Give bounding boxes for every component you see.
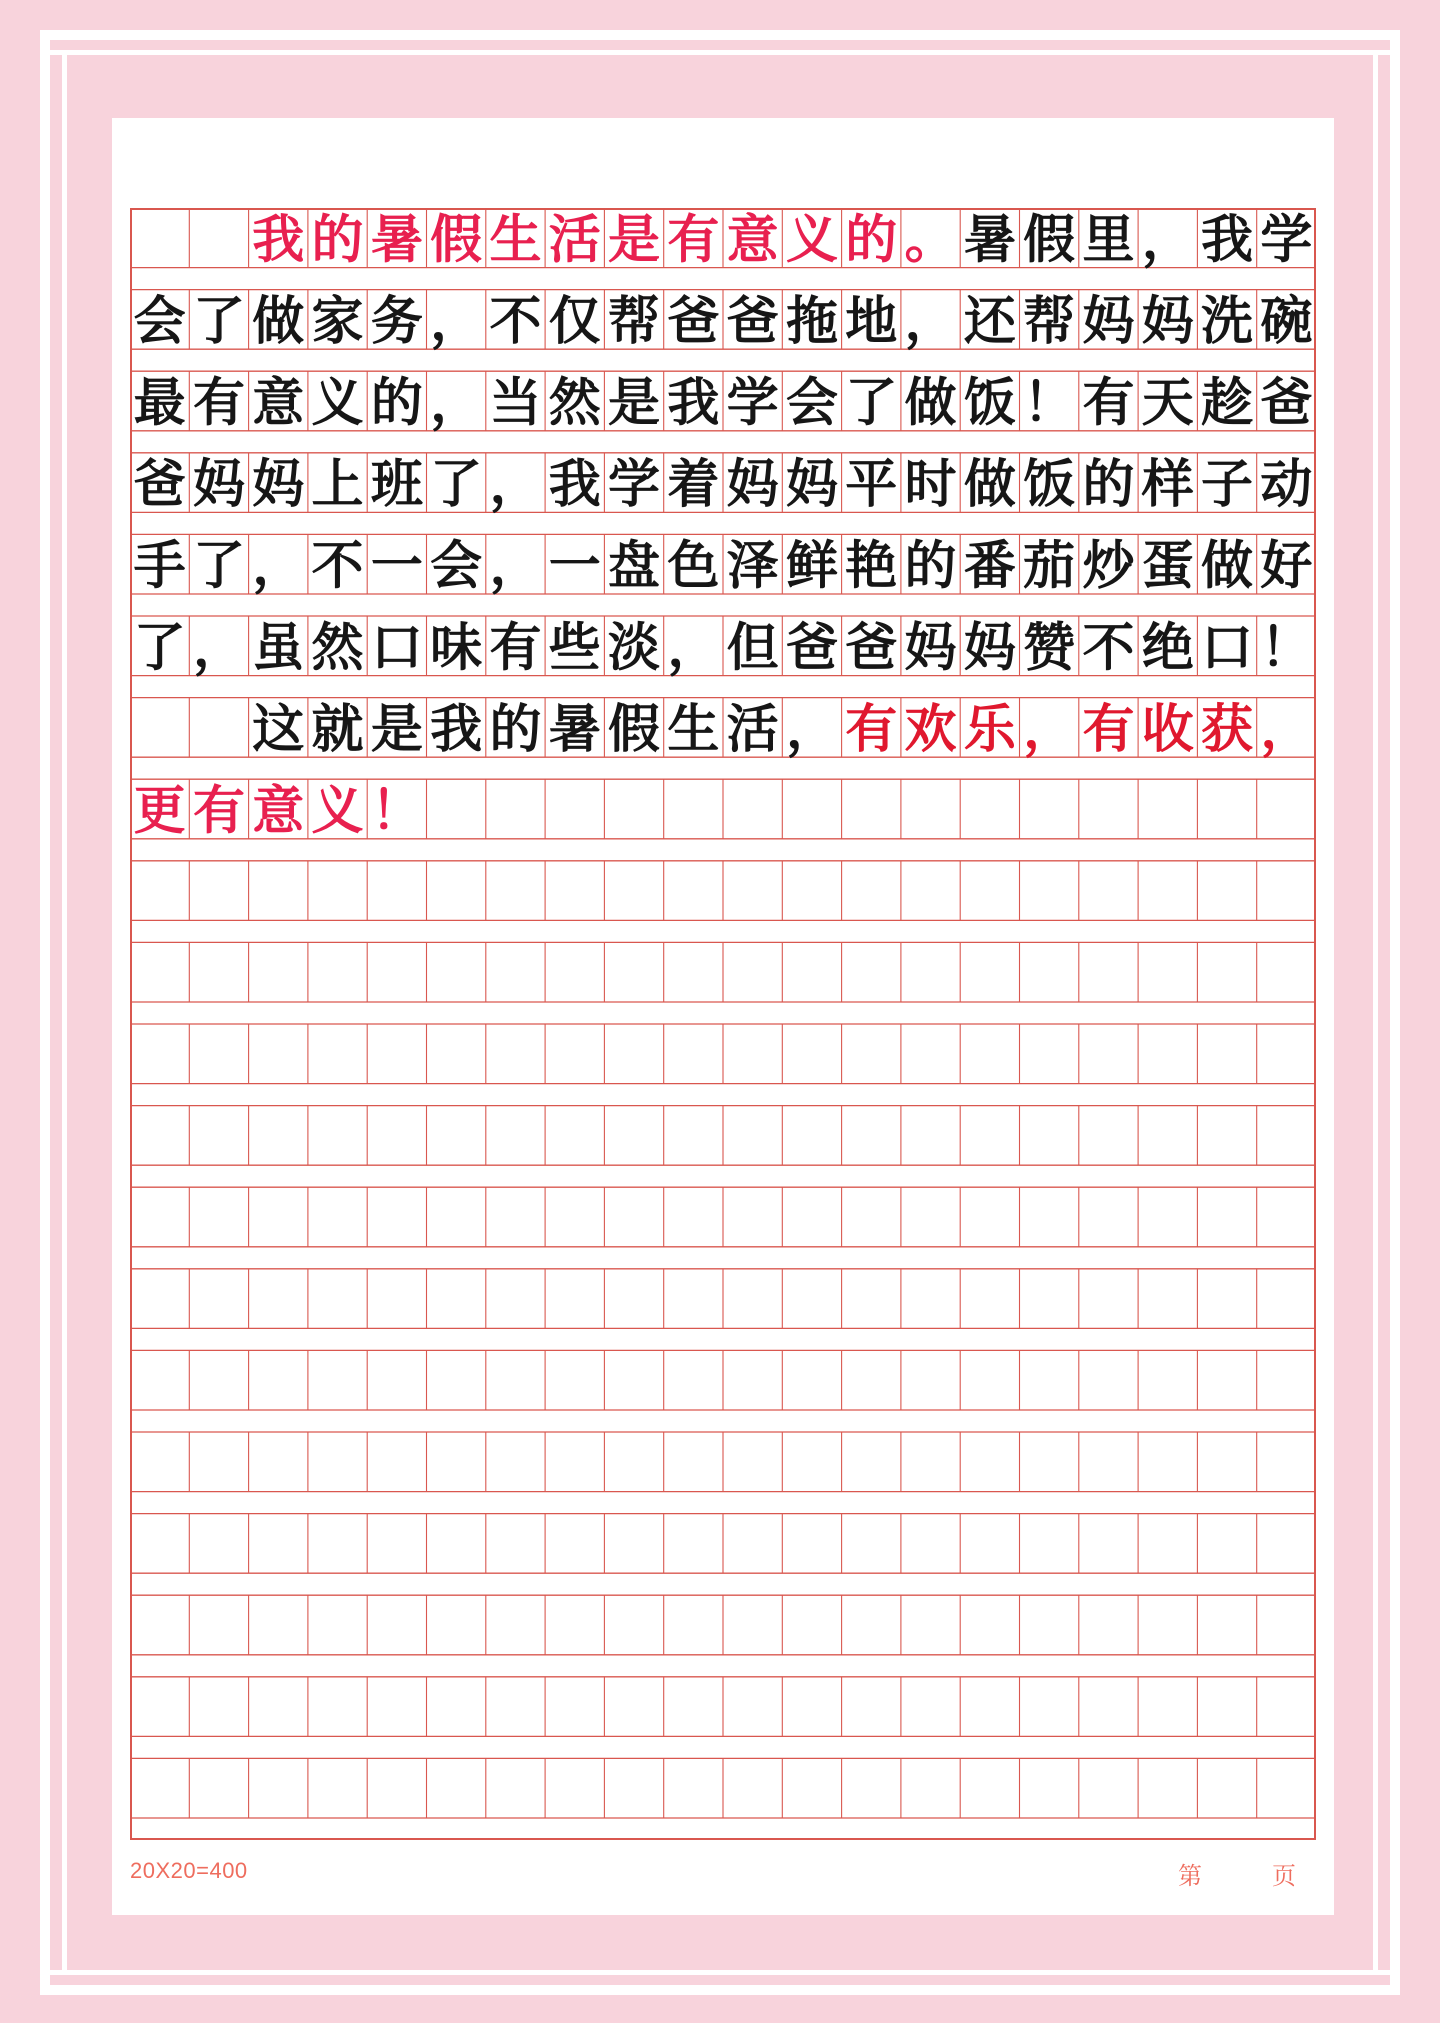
essay-char: 的	[489, 698, 542, 760]
essay-char: 有	[192, 372, 245, 434]
essay-char: 我	[667, 372, 720, 434]
essay-char: 有	[667, 209, 720, 271]
essay-char: 家	[311, 290, 364, 352]
essay-char: ！	[1023, 372, 1076, 434]
essay-char: 虽	[252, 617, 305, 679]
essay-char: 绝	[1141, 617, 1194, 679]
essay-char: 妈	[1141, 290, 1194, 352]
essay-char: 然	[311, 617, 364, 679]
essay-char: 茄	[1023, 535, 1076, 597]
essay-char: 帮	[608, 290, 661, 352]
essay-char: 妈	[1082, 290, 1135, 352]
essay-char: 有	[1082, 372, 1135, 434]
essay-char: 了	[845, 372, 898, 434]
essay-char: ，	[430, 372, 483, 434]
page-suffix: 页	[1272, 1862, 1296, 1890]
essay-char: ，	[1023, 698, 1076, 760]
essay-char: ，	[904, 290, 957, 352]
grid-lines	[130, 208, 1316, 1839]
essay-char: 当	[489, 372, 542, 434]
essay-char: ，	[430, 290, 483, 352]
essay-char: 假	[1023, 209, 1076, 271]
essay-char: 的	[311, 209, 364, 271]
essay-char: 拖	[785, 290, 838, 352]
essay-char: 最	[133, 372, 186, 434]
essay-char: 做	[1201, 535, 1254, 597]
essay-char: 一	[370, 535, 423, 597]
essay-char: 意	[726, 209, 779, 271]
essay-char: 洗	[1201, 290, 1254, 352]
essay-char: 妈	[726, 454, 779, 516]
essay-char: 妈	[963, 617, 1016, 679]
essay-char: 碗	[1260, 290, 1313, 352]
essay-char: 收	[1141, 698, 1194, 760]
essay-char: 蛋	[1141, 535, 1194, 597]
page-number-label	[1178, 1856, 1296, 1891]
essay-char: ，	[489, 454, 542, 516]
essay-char: 趁	[1201, 372, 1254, 434]
essay-char: 味	[430, 617, 483, 679]
composition-grid	[130, 208, 1316, 1840]
essay-char: 爸	[133, 454, 186, 516]
essay-char: 的	[845, 209, 898, 271]
essay-char: 学	[608, 454, 661, 516]
essay-char: 炒	[1082, 535, 1135, 597]
essay-char: 饭	[963, 372, 1016, 434]
essay-char: 这	[252, 698, 305, 760]
essay-char: 我	[252, 209, 305, 271]
essay-char: 的	[1082, 454, 1135, 516]
essay-char: 不	[489, 290, 542, 352]
essay-char: 有	[1082, 698, 1135, 760]
essay-char: 会	[133, 290, 186, 352]
essay-char: 暑	[963, 209, 1016, 271]
essay-char: 淡	[608, 617, 661, 679]
essay-char: 会	[785, 372, 838, 434]
essay-char: 的	[370, 372, 423, 434]
essay-char: 上	[311, 454, 364, 516]
essay-char: ，	[489, 535, 542, 597]
essay-char: 有	[192, 780, 245, 842]
essay-char: 假	[608, 698, 661, 760]
grid-spec-label: 20X20=400	[130, 1858, 248, 1883]
frame-line-inner-right	[1373, 50, 1378, 1975]
essay-char: 假	[430, 209, 483, 271]
frame-line-outer-bottom	[40, 1985, 1400, 1995]
essay-char: 活	[726, 698, 779, 760]
essay-char: 口	[370, 617, 423, 679]
frame-line-inner-bottom	[40, 1970, 1400, 1975]
essay-char: 就	[311, 698, 364, 760]
essay-char: 不	[311, 535, 364, 597]
essay-char: 地	[845, 290, 898, 352]
essay-char: 一	[548, 535, 601, 597]
essay-char: ，	[192, 617, 245, 679]
essay-char: 意	[252, 780, 305, 842]
essay-char: 妈	[192, 454, 245, 516]
essay-char: 里	[1082, 209, 1135, 271]
essay-char: 但	[726, 617, 779, 679]
essay-char: 活	[548, 209, 601, 271]
page-prefix: 第	[1178, 1862, 1202, 1890]
essay-char: ！	[370, 780, 423, 842]
essay-char: 学	[726, 372, 779, 434]
essay-char: ，	[667, 617, 720, 679]
essay-char: 学	[1260, 209, 1313, 271]
essay-char: 不	[1082, 617, 1135, 679]
essay-char: 我	[1201, 209, 1254, 271]
essay-char: 妈	[785, 454, 838, 516]
essay-char: 是	[608, 209, 661, 271]
essay-char: 赞	[1023, 617, 1076, 679]
essay-char: 的	[904, 535, 957, 597]
essay-char: 生	[489, 209, 542, 271]
essay-char: 艳	[845, 535, 898, 597]
essay-char: 爸	[785, 617, 838, 679]
essay-char: 帮	[1023, 290, 1076, 352]
essay-char: 获	[1201, 698, 1254, 760]
essay-char: 暑	[370, 209, 423, 271]
essay-char: 动	[1260, 454, 1313, 516]
essay-char: ！	[1260, 617, 1313, 679]
essay-char: 色	[667, 535, 720, 597]
essay-char: 了	[133, 617, 186, 679]
essay-char: ，	[1141, 209, 1194, 271]
essay-char: 子	[1201, 454, 1254, 516]
essay-char: 做	[252, 290, 305, 352]
essay-char: 着	[667, 454, 720, 516]
essay-char: 务	[370, 290, 423, 352]
essay-char: 了	[192, 535, 245, 597]
essay-char: 好	[1260, 535, 1313, 597]
essay-char: 暑	[548, 698, 601, 760]
essay-char: 天	[1141, 372, 1194, 434]
frame-line-inner-left	[62, 50, 67, 1975]
essay-char: 做	[904, 372, 957, 434]
essay-char: 了	[430, 454, 483, 516]
frame-line-outer-top	[40, 30, 1400, 40]
essay-char: 我	[430, 698, 483, 760]
essay-char: 意	[252, 372, 305, 434]
essay-char: 乐	[963, 698, 1016, 760]
essay-char: 更	[133, 780, 186, 842]
essay-char: 爸	[726, 290, 779, 352]
essay-char: 平	[845, 454, 898, 516]
essay-char: 妈	[904, 617, 957, 679]
essay-char: 会	[430, 535, 483, 597]
frame-line-outer-left	[40, 30, 50, 1995]
essay-char: 鲜	[785, 535, 838, 597]
essay-char: 样	[1141, 454, 1194, 516]
essay-char: 时	[904, 454, 957, 516]
essay-char: 手	[133, 535, 186, 597]
essay-char: 爸	[667, 290, 720, 352]
essay-char: 然	[548, 372, 601, 434]
essay-char: ，	[252, 535, 305, 597]
essay-char: 。	[904, 209, 957, 271]
essay-char: 还	[963, 290, 1016, 352]
essay-char: 番	[963, 535, 1016, 597]
essay-char: 妈	[252, 454, 305, 516]
essay-char: 仅	[548, 290, 601, 352]
frame-line-outer-right	[1390, 30, 1400, 1995]
essay-char: ，	[1260, 698, 1313, 760]
essay-char: 义	[785, 209, 838, 271]
essay-char: ，	[785, 698, 838, 760]
essay-char: 义	[311, 780, 364, 842]
essay-char: 是	[608, 372, 661, 434]
essay-char: 爸	[1260, 372, 1313, 434]
essay-char: 泽	[726, 535, 779, 597]
frame-line-inner-top	[40, 50, 1400, 55]
essay-char: 有	[845, 698, 898, 760]
essay-char: 欢	[904, 698, 957, 760]
essay-char: 有	[489, 617, 542, 679]
essay-char: 饭	[1023, 454, 1076, 516]
essay-char: 口	[1201, 617, 1254, 679]
essay-char: 生	[667, 698, 720, 760]
essay-char: 盘	[608, 535, 661, 597]
essay-char: 做	[963, 454, 1016, 516]
essay-char: 了	[192, 290, 245, 352]
essay-char: 爸	[845, 617, 898, 679]
essay-char: 班	[370, 454, 423, 516]
essay-char: 是	[370, 698, 423, 760]
essay-char: 些	[548, 617, 601, 679]
essay-char: 义	[311, 372, 364, 434]
essay-char: 我	[548, 454, 601, 516]
